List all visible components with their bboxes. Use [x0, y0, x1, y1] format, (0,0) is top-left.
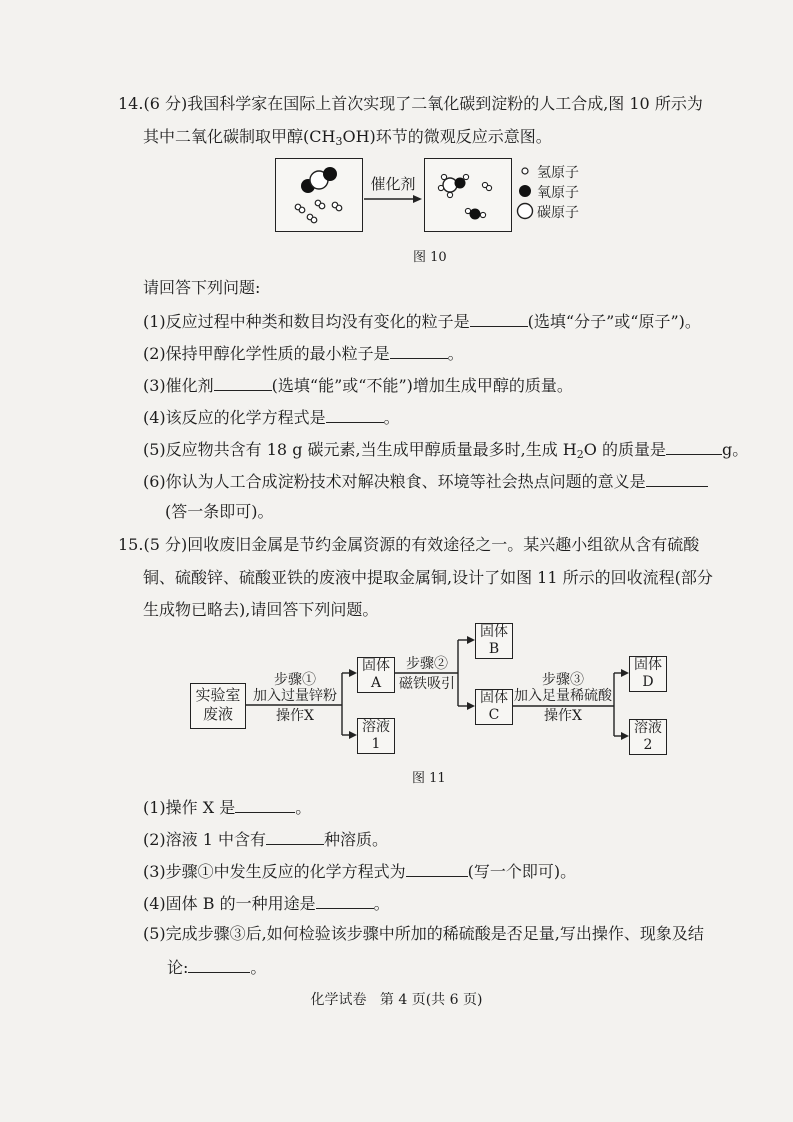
answer-blank[interactable]: [470, 310, 528, 327]
page-footer: 化学试卷 第 4 页(共 6 页): [310, 992, 483, 1008]
q14-part-6-cont: (答一条即可)。: [165, 502, 274, 521]
q15-stem-line-3: 生成物已略去),请回答下列问题。: [143, 600, 379, 619]
q14-intro: 请回答下列问题:: [143, 278, 261, 297]
answer-blank[interactable]: [406, 860, 468, 877]
legend-oxygen-symbol: [519, 185, 531, 197]
step-2-operation-label: 磁铁吸引: [399, 676, 455, 692]
q15-part-4: (4)固体 B 的一种用途是 。: [143, 894, 390, 913]
answer-blank[interactable]: [646, 470, 708, 487]
legend-hydrogen-symbol: [522, 168, 528, 174]
legend-carbon-label: 碳原子: [537, 205, 579, 221]
q14-part-3: (3)催化剂 (选填“能”或“不能”)增加生成甲醇的质量。: [143, 376, 573, 395]
legend-hydrogen-label: 氢原子: [537, 165, 579, 181]
step-3-label: 步骤③: [542, 672, 584, 688]
q15-part-5-cont: 论: 。: [167, 958, 267, 977]
answer-blank[interactable]: [326, 406, 384, 423]
answer-blank[interactable]: [390, 342, 448, 359]
answer-blank[interactable]: [235, 796, 295, 813]
q15-part-5: (5)完成步骤③后,如何检验该步骤中所加的稀硫酸是否足量,写出操作、现象及结: [143, 924, 704, 943]
step-2-label: 步骤②: [406, 656, 448, 672]
solid-a-box: 固体 A: [357, 657, 395, 693]
q14-part-4: (4)该反应的化学方程式是 。: [143, 408, 400, 427]
answer-blank[interactable]: [266, 828, 324, 845]
q14-part-6: (6)你认为人工合成淀粉技术对解决粮食、环境等社会热点问题的意义是: [143, 470, 708, 492]
legend-oxygen-label: 氧原子: [537, 185, 579, 201]
solid-c-box: 固体 C: [475, 689, 513, 725]
co2-oxygen-atom: [323, 167, 337, 181]
lab-waste-liquid-box: 实验室 废液: [190, 683, 246, 729]
step-3-operation-label: 操作X: [544, 708, 582, 724]
q14-stem-line-2: 其中二氧化碳制取甲醇$(CH_3OH)$环节的微观反应示意图。: [143, 127, 552, 148]
solution-1-box: 溶液 1: [357, 718, 395, 754]
q15-part-1: (1)操作 X 是 。: [143, 798, 312, 817]
figure-10-caption: 图 10: [413, 250, 447, 265]
catalyst-label: 催化剂: [370, 175, 416, 193]
q15-stem-line-2: 铜、硫酸锌、硫酸亚铁的废液中提取金属铜,设计了如图 11 所示的回收流程(部分: [143, 568, 713, 587]
answer-blank[interactable]: [666, 438, 722, 455]
step-1-operation-label: 操作X: [276, 708, 314, 724]
answer-blank[interactable]: [214, 374, 272, 391]
figure-11-caption: 图 11: [412, 771, 446, 786]
step-3-reagent-label: 加入足量稀硫酸: [514, 688, 612, 704]
q15-part-3: (3)步骤①中发生反应的化学方程式为 (写一个即可)。: [143, 862, 577, 881]
water-oxygen-atom: [470, 209, 481, 220]
solid-d-box: 固体 D: [629, 656, 667, 692]
q14-part-2: (2)保持甲醇化学性质的最小粒子是 。: [143, 344, 464, 363]
reaction-arrow-head: [413, 195, 422, 203]
step-1-label: 步骤①: [274, 672, 316, 688]
q15-stem-line-1: 15.(5 分)回收废旧金属是节约金属资源的有效途径之一。某兴趣小组欲从含有硫酸: [118, 535, 700, 554]
step-1-reagent-label: 加入过量锌粉: [253, 688, 337, 704]
q14-stem-line-1: 14.(6 分)我国科学家在国际上首次实现了二氧化碳到淀粉的人工合成,图 10 所示为: [118, 94, 703, 113]
q14-part-1: (1)反应过程中种类和数目均没有变化的粒子是 (选填“分子”或“原子”)。: [143, 312, 701, 331]
answer-blank[interactable]: [188, 956, 250, 973]
q14-part-5: (5)反应物共含有 18 g 碳元素,当生成甲醇质量最多时,生成 $H_2O$ 的质量是 g。: [143, 440, 749, 461]
solid-b-box: 固体 B: [475, 623, 513, 659]
q15-part-2: (2)溶液 1 中含有 种溶质。: [143, 830, 389, 849]
answer-blank[interactable]: [316, 892, 374, 909]
legend-carbon-symbol: [518, 204, 533, 219]
solution-2-box: 溶液 2: [629, 719, 667, 755]
